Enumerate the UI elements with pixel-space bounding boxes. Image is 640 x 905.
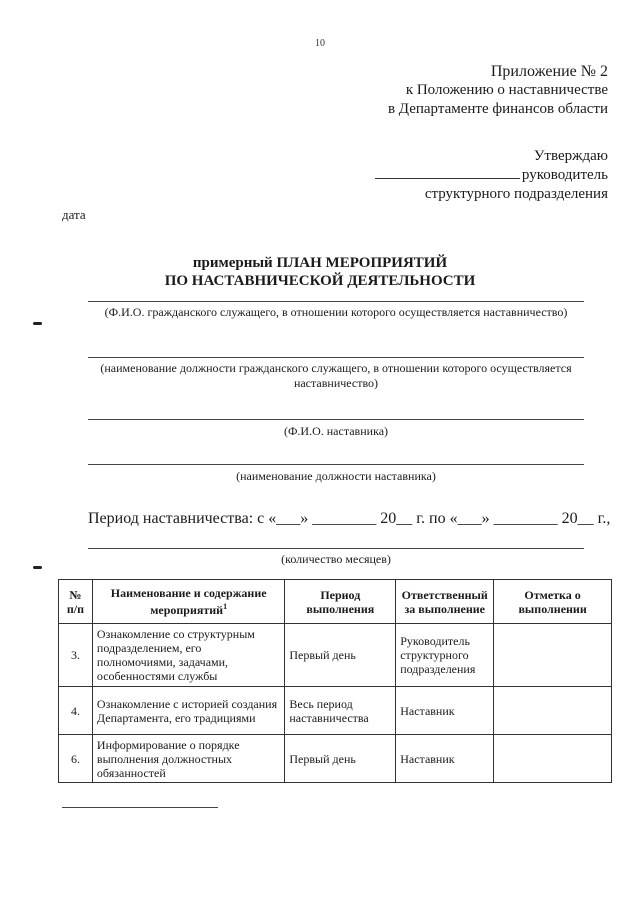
row-activity: Информирование о порядке выполнения должностных обязанностей: [92, 735, 284, 783]
mentee-position-line: [88, 357, 584, 358]
table-row: [59, 624, 612, 687]
months-caption: (количество месяцев): [281, 552, 391, 566]
mentee-name-line: [88, 301, 584, 302]
header-mark: Отметка о выполнении: [494, 580, 612, 624]
row-number: 4.: [59, 687, 93, 735]
appendix-header: [388, 62, 608, 119]
row-period: Первый день: [285, 735, 396, 783]
row-number: 3.: [59, 624, 93, 687]
title-line-2: ПО НАСТАВНИЧЕСКОЙ ДЕЯТЕЛЬНОСТИ: [164, 273, 476, 289]
table-header-row: [59, 580, 612, 624]
mentor-position-line: [88, 464, 584, 465]
approval-unit: структурного подразделения: [424, 186, 608, 202]
row-mark: [494, 687, 612, 735]
approval-word: Утверждаю: [533, 148, 608, 164]
row-period: Первый день: [285, 624, 396, 687]
row-activity: Ознакомление с историей создания Департамента, его традициями: [92, 687, 284, 735]
date-label: дата: [62, 207, 86, 222]
appendix-line-3: в Департаменте финансов области: [387, 101, 608, 117]
document-title: [0, 254, 640, 290]
header-name-text: Наименование и содержание мероприятий: [110, 586, 267, 617]
mentor-name-line: [88, 419, 584, 420]
row-responsible: Наставник: [396, 687, 494, 735]
table-row: [59, 687, 612, 735]
title-line-1: примерный ПЛАН МЕРОПРИЯТИЙ: [192, 255, 448, 271]
row-responsible: Наставник: [396, 735, 494, 783]
activities-table: [58, 579, 612, 783]
footnote-separator: [62, 807, 218, 808]
margin-mark: [33, 322, 42, 325]
mentorship-period: Период наставничества: с «___» ________ 20__ г. по «___» ________ 20__ г.,: [88, 510, 611, 527]
appendix-number: Приложение № 2: [490, 63, 608, 80]
margin-mark: [33, 566, 42, 569]
row-mark: [494, 624, 612, 687]
mentee-name-caption: (Ф.И.О. гражданского служащего, в отношении которого осуществляется наставничество): [104, 305, 568, 319]
row-responsible: Руководитель структурного подразделения: [396, 624, 494, 687]
appendix-line-2: к Положению о наставничестве: [405, 82, 608, 98]
row-period: Весь период наставничества: [285, 687, 396, 735]
mentee-position-caption: (наименование должности гражданского служащего, в отношении которого осуществляется наставничество): [100, 361, 572, 390]
row-number: 6.: [59, 735, 93, 783]
header-period: Период выполнения: [285, 580, 396, 624]
footnote-mark: 1: [223, 602, 228, 611]
row-mark: [494, 735, 612, 783]
header-responsible: Ответственный за выполнение: [396, 580, 494, 624]
table-row: [59, 735, 612, 783]
header-number: № п/п: [59, 580, 93, 624]
row-activity: Ознакомление со структурным подразделением, его полномочиями, задачами, особенностями службы: [92, 624, 284, 687]
approval-block: [375, 147, 608, 204]
header-name: [92, 580, 284, 624]
mentor-name-caption: (Ф.И.О. наставника): [283, 424, 389, 438]
signature-line: [375, 166, 520, 179]
page-number: 10: [315, 38, 325, 49]
months-line: [88, 548, 584, 549]
mentor-position-caption: (наименование должности наставника): [236, 469, 436, 483]
approval-position: руководитель: [521, 167, 608, 183]
